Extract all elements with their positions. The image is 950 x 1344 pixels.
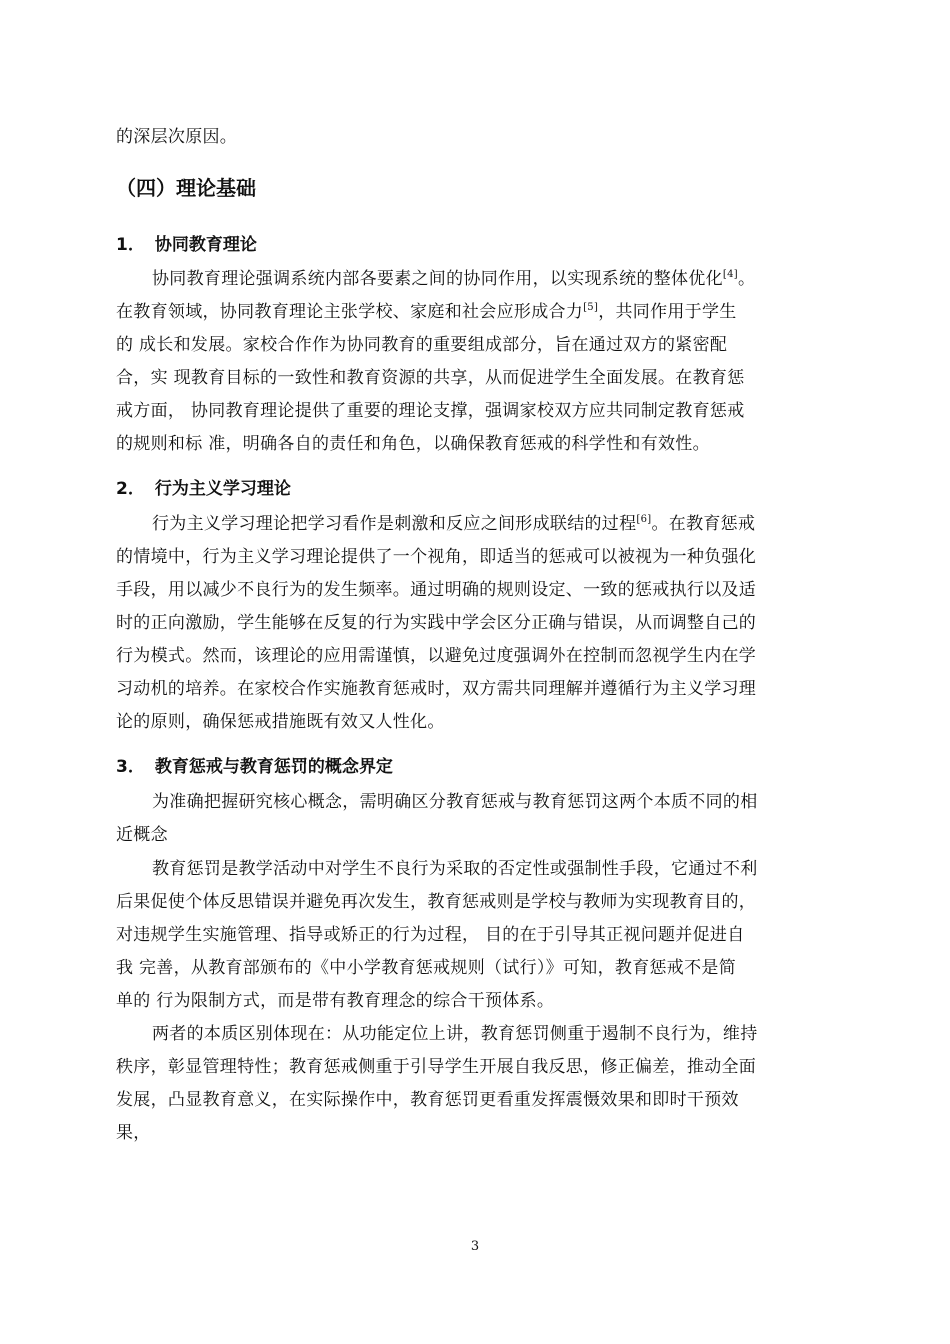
subsection-title: 行为主义学习理论 (154, 479, 291, 499)
paragraph-line: 我 完善，从教育部颁布的《中小学教育惩戒规则（试行）》可知，教育惩戒不是简 (116, 958, 737, 978)
citation-mark: [5] (583, 302, 599, 313)
paragraph-line: 对违规学生实施管理、指导或矫正的行为过程， 目的在于引导其正视问题并促进自 (116, 925, 745, 945)
paragraph-line: 的情境中，行为主义学习理论提供了一个视角，即适当的惩戒可以被视为一种负强化 (116, 547, 757, 567)
subsection-heading (116, 755, 393, 779)
paragraph-line: 行为模式。然而，该理论的应用需谨慎，以避免过度强调外在控制而忽视学生内在学 (116, 646, 757, 666)
paragraph-line: 的 成长和发展。家校合作作为协同教育的重要组成部分，旨在通过双方的紧密配 (116, 335, 728, 355)
paragraph-line: 果， (116, 1123, 151, 1143)
line-text: ，共同作用于学生 (598, 302, 737, 322)
paragraph-line: 习动机的培养。在家校合作实施教育惩戒时，双方需共同理解并遵循行为主义学习理 (116, 679, 757, 699)
paragraph-line: 后果促使个体反思错误并避免再次发生，教育惩戒则是学校与教师为实现教育目的， (116, 892, 757, 912)
paragraph-line: 单的 行为限制方式，而是带有教育理念的综合干预体系。 (116, 991, 555, 1011)
paragraph-line (152, 267, 755, 291)
line-text: 行为主义学习理论把学习看作是刺激和反应之间形成联结的过程 (152, 514, 637, 534)
paragraph-line: 手段，用以减少不良行为的发生频率。通过明确的规则设定、一致的惩戒执行以及适 (116, 580, 757, 600)
citation-mark: [6] (636, 514, 652, 525)
paragraph-line: 时的正向激励，学生能够在反复的行为实践中学会区分正确与错误，从而调整自己的 (116, 613, 757, 633)
page-number: 3 (470, 1239, 480, 1254)
subsection-number: 1． (116, 235, 145, 255)
line-text: 协同教育理论强调系统内部各要素之间的协同作用，以实现系统的整体优化 (152, 269, 723, 289)
subsection-title: 协同教育理论 (154, 235, 257, 255)
subsection-number: 2． (116, 479, 145, 499)
paragraph-line (116, 300, 737, 324)
citation-mark: [4] (722, 269, 738, 280)
line-text: 。在教育惩戒 (651, 514, 756, 534)
subsection-number: 3． (116, 757, 145, 777)
paragraph-line: 两者的本质区别体现在：从功能定位上讲，教育惩罚侧重于遏制不良行为，维持 (152, 1024, 758, 1044)
line-text: 在教育领域，协同教育理论主张学校、家庭和社会应形成合力 (116, 302, 584, 322)
section-heading: （四）理论基础 (116, 176, 256, 200)
paragraph-line: 近概念 (116, 825, 168, 845)
paragraph-line: 戒方面， 协同教育理论提供了重要的理论支撑，强调家校双方应共同制定教育惩戒 (116, 401, 745, 421)
subsection-heading (116, 233, 257, 257)
paragraph-line: 论的原则，确保惩戒措施既有效又人性化。 (116, 712, 445, 732)
line-text: 。 (737, 269, 756, 289)
subsection-title: 教育惩戒与教育惩罚的概念界定 (154, 757, 393, 777)
paragraph-line: 教育惩罚是教学活动中对学生不良行为采取的否定性或强制性手段，它通过不利 (152, 859, 758, 879)
subsection-heading (116, 477, 291, 501)
paragraph-line: 为准确把握研究核心概念，需明确区分教育惩戒与教育惩罚这两个本质不同的相 (152, 792, 758, 812)
paragraph-line: 的规则和标 准，明确各自的责任和角色，以确保教育惩戒的科学性和有效性。 (116, 434, 710, 454)
continuation-text: 的深层次原因。 (116, 127, 238, 147)
paragraph-line (152, 512, 755, 536)
paragraph-line: 发展，凸显教育意义，在实际操作中，教育惩罚更看重发挥震慑效果和即时干预效 (116, 1090, 739, 1110)
paragraph-line: 秩序，彰显管理特性；教育惩戒侧重于引导学生开展自我反思，修正偏差，推动全面 (116, 1057, 757, 1077)
paragraph-line: 合，实 现教育目标的一致性和教育资源的共享，从而促进学生全面发展。在教育惩 (116, 368, 745, 388)
